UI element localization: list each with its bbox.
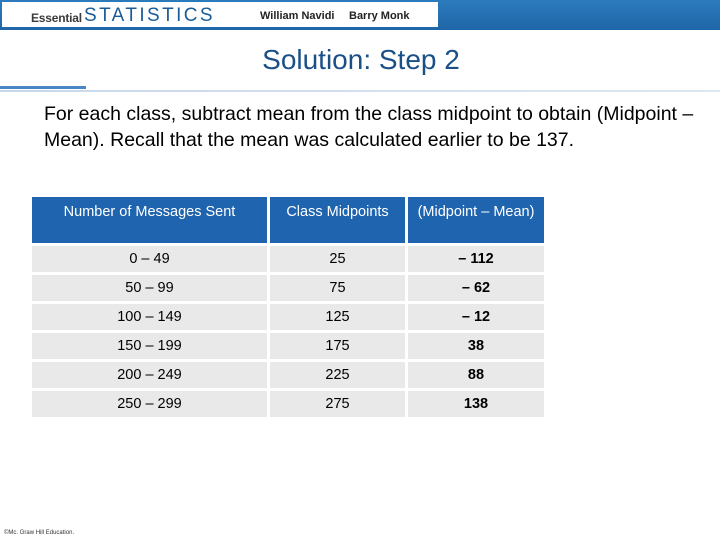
table-row [32,275,544,304]
header-brand-panel [2,2,438,27]
table-cell-class: 200 – 249 [32,362,270,391]
table-cell-deviation: 88 [408,362,544,391]
table-cell-midpoint: 175 [270,333,408,362]
body-paragraph: For each class, subtract mean from the class midpoint to obtain (Midpoint – Mean). Recall that the mean was calculated earlier to be 137. [44,103,694,151]
column-header-deviation: (Midpoint – Mean) [408,197,544,246]
title-rule-accent [0,86,86,89]
table-row [32,391,544,420]
table-row [32,362,544,391]
logo-statistics: STATISTICS [84,5,215,26]
table-header-row [32,197,544,246]
slide-title: Solution: Step 2 [262,44,460,75]
table-cell-midpoint: 225 [270,362,408,391]
table-cell-class: 50 – 99 [32,275,270,304]
author-name: William Navidi [260,10,335,22]
author-name: Barry Monk [349,10,410,22]
table-cell-class: 150 – 199 [32,333,270,362]
table-cell-midpoint: 125 [270,304,408,333]
logo-essential: Essential [31,11,82,25]
title-divider [0,90,720,92]
table-cell-class: 100 – 149 [32,304,270,333]
table-cell-class: 0 – 49 [32,246,270,275]
table-cell-deviation: 138 [408,391,544,420]
column-header-midpoints: Class Midpoints [270,197,408,246]
header-bar [0,0,720,30]
table-row [32,304,544,333]
table-cell-deviation: – 12 [408,304,544,333]
data-table [32,197,544,420]
table-row [32,333,544,362]
table-cell-midpoint: 25 [270,246,408,275]
table-row [32,246,544,275]
table-cell-deviation: – 62 [408,275,544,304]
table-cell-midpoint: 75 [270,275,408,304]
copyright-footer: ©Mc. Graw Hill Education. [4,530,75,536]
table-cell-deviation: 38 [408,333,544,362]
table-cell-deviation: – 112 [408,246,544,275]
column-header-messages: Number of Messages Sent [32,197,270,246]
table-cell-class: 250 – 299 [32,391,270,420]
table-cell-midpoint: 275 [270,391,408,420]
